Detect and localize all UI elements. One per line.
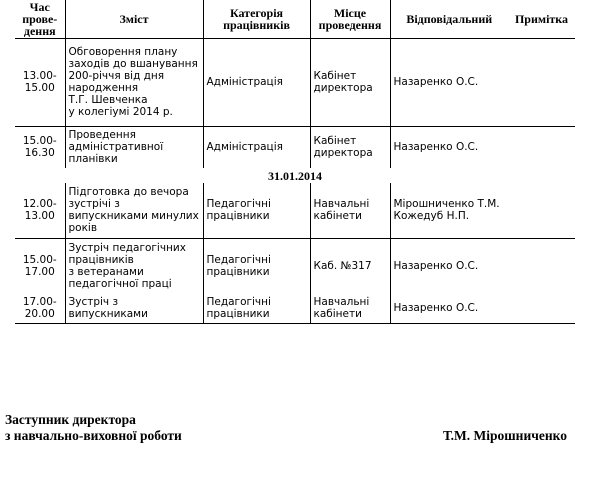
row-note [508, 238, 575, 294]
row-category: Адміністрація [203, 38, 310, 126]
row-place: Каб. №317 [310, 238, 390, 294]
signature-position [5, 412, 182, 444]
row-responsible: Мірошниченко Т.М. Кожедуб Н.П. [390, 183, 508, 238]
header-category: Категорія працівників [203, 0, 310, 38]
row-time: 15.00- 16.30 [15, 126, 65, 168]
row-content: Обговорення плану заходів до вшанування 200-річчя від дня народження Т.Г. Шевченка у колегіумі 2014 р. [65, 38, 203, 126]
row-note [508, 126, 575, 168]
signature-name: Т.М. Мірошниченко [443, 428, 567, 443]
row-place: Навчальні кабінети [310, 183, 390, 238]
row-category: Педагогічні працівники [203, 238, 310, 294]
table-row [15, 38, 575, 126]
row-responsible: Назаренко О.С. [393, 141, 479, 154]
row-time: 12.00- 13.00 [15, 183, 65, 238]
header-row [15, 0, 575, 38]
row-category: Педагогічні працівники [203, 294, 310, 323]
row-responsible: Назаренко О.С. [390, 38, 508, 126]
row-category: Адміністрація [203, 126, 310, 168]
schedule-table [15, 0, 575, 324]
row-content: Проведення адміністративної планівки [65, 126, 203, 168]
row-note [508, 183, 575, 238]
table-row [15, 238, 575, 294]
row-place: Кабінет директора [310, 38, 390, 126]
date-row [15, 168, 575, 183]
table-row [15, 126, 575, 168]
header-note: Примітка [508, 0, 575, 38]
header-responsible: Відповідальний [390, 0, 508, 38]
row-category: Педагогічні працівники [203, 183, 310, 238]
row-responsible: Назаренко О.С. [390, 294, 508, 323]
row-content: Зустріч з випускниками [65, 294, 203, 323]
row-note [508, 38, 575, 126]
row-content: Підготовка до вечора зустрічі з випускниками минулих років [65, 183, 203, 238]
table-row [15, 183, 575, 238]
table-row [15, 294, 575, 323]
position-line-2: з навчально-виховної роботи [5, 428, 182, 443]
date-label: 31.01.2014 [268, 168, 322, 183]
header-place: Місце проведення [310, 0, 390, 38]
row-time: 15.00- 17.00 [15, 238, 65, 294]
row-note [508, 294, 575, 323]
row-place: Навчальні кабінети [310, 294, 390, 323]
row-responsible: Назаренко О.С. [393, 260, 479, 273]
row-time: 17.00- 20.00 [15, 294, 65, 323]
row-time: 13.00- 15.00 [15, 38, 65, 126]
header-content: Зміст [65, 0, 203, 38]
position-line-1: Заступник директора [5, 412, 136, 427]
row-place: Кабінет директора [310, 126, 390, 168]
header-time: Час прове- дення [15, 0, 65, 38]
row-content: Зустріч педагогічних працівників з ветеранами педагогічної праці [65, 238, 203, 294]
